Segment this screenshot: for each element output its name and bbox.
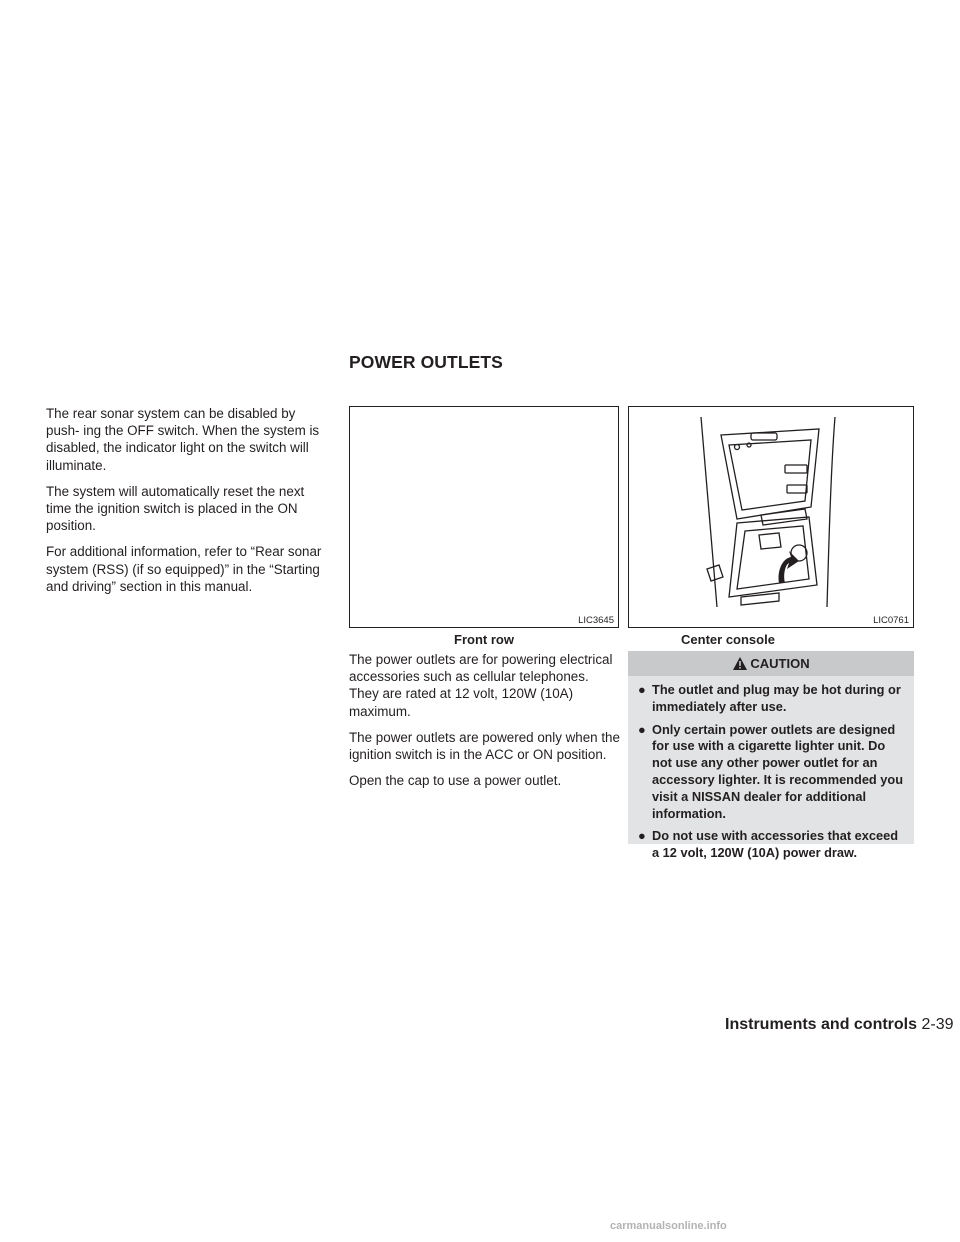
caution-heading: CAUTION — [750, 656, 810, 671]
left-column — [46, 405, 330, 595]
paragraph-rear-sonar-reset: The system will automatically reset the next time the ignition switch is placed in the ON position. — [46, 483, 305, 534]
bullet-icon: ● — [638, 682, 646, 697]
footer-page-number: 2-39 — [921, 1016, 954, 1033]
caution-list — [628, 676, 914, 862]
footer-section-name: Instruments and controls — [725, 1016, 918, 1033]
figure-caption-front-row: Front row — [454, 632, 514, 647]
warning-triangle-icon — [732, 656, 748, 671]
caution-item-text: Do not use with accessories that exceed a 12 volt, 120W (10A) power draw. — [652, 828, 899, 861]
middle-column — [349, 651, 620, 789]
figure-caption-center-console: Center console — [681, 632, 775, 647]
caution-item — [638, 682, 908, 716]
caution-item — [638, 722, 908, 823]
watermark: carmanualsonline.info — [610, 1220, 727, 1232]
paragraph-open-cap: Open the cap to use a power outlet. — [349, 773, 562, 789]
caution-item-text: Only certain power outlets are designed for use with a cigarette lighter unit. Do not use any other power outlet for an accessory lighter. It is recommended you visit a NISSAN dealer for additional information. — [652, 721, 904, 821]
bullet-icon: ● — [638, 721, 646, 737]
paragraph-power-outlets-purpose: The power outlets are for powering electrical accessories such as cellular telephones. They are rated at 12 volt, 120W (10A) maximum. — [349, 652, 613, 719]
figure-code: LIC3645 — [578, 615, 614, 626]
figure-center-console — [628, 406, 914, 628]
bullet-icon: ● — [638, 828, 646, 844]
paragraph-rear-sonar-reference: For additional information, refer to “Rear sonar system (RSS) (if so equipped)” in the “Starting and driving” section in this manual. — [46, 544, 322, 594]
center-console-illustration — [629, 407, 913, 627]
figure-front-row — [349, 406, 619, 628]
caution-item — [638, 828, 908, 862]
paragraph-power-outlets-ignition: The power outlets are powered only when the ignition switch is in the ACC or ON position. — [349, 729, 620, 763]
caution-item-text: The outlet and plug may be hot during or immediately after use. — [652, 682, 901, 714]
caution-header — [628, 651, 914, 676]
figure-code: LIC0761 — [873, 615, 909, 626]
paragraph-rear-sonar-disable: The rear sonar system can be disabled by push- ing the OFF switch. When the system is disabled, the indicator light on the switch will illuminate. — [46, 406, 320, 473]
page-footer — [725, 1016, 954, 1034]
section-title: POWER OUTLETS — [349, 352, 503, 372]
caution-box — [628, 651, 914, 861]
